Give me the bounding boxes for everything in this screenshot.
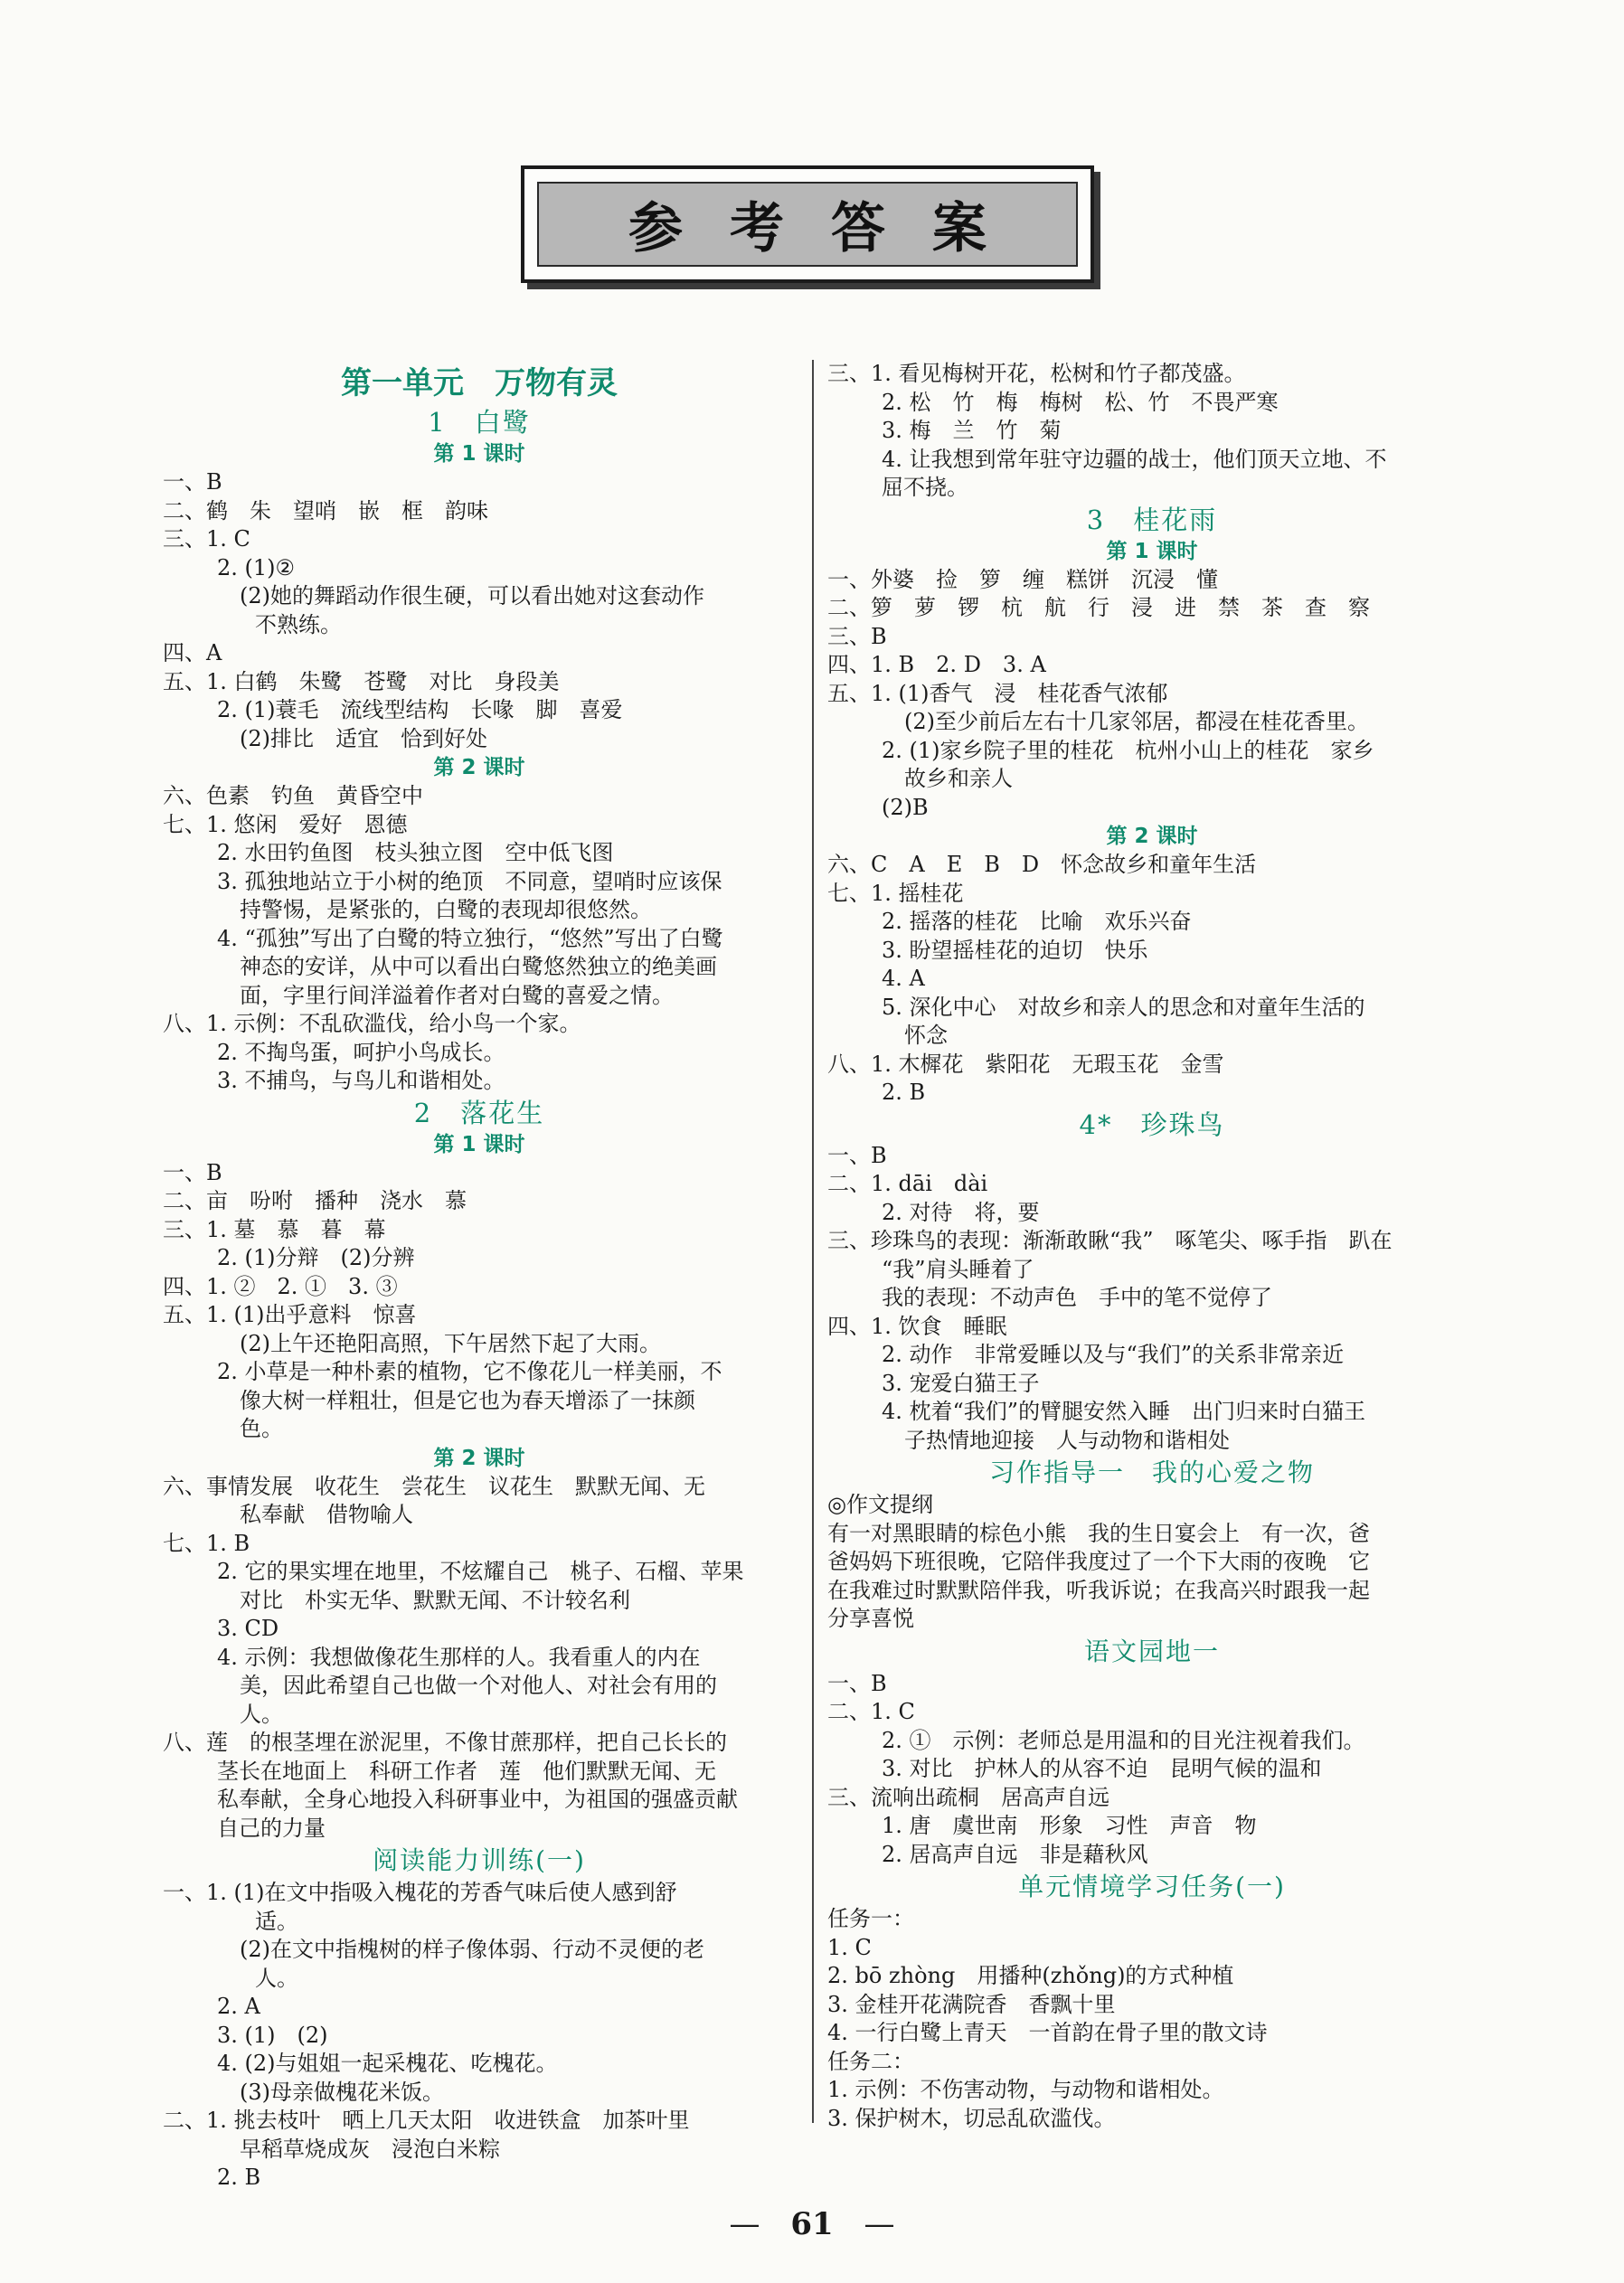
answer-line: 五、1. (1)香气 浸 桂花香气浓郁 [827,680,1168,706]
answer-line: (2)B [882,794,929,820]
answer-line: 三、流响出疏桐 居高声自远 [827,1784,1109,1810]
answer-line: 屈不挠。 [882,475,968,500]
answer-line: 人。 [255,1965,298,1991]
answer-line: 2. 它的果实埋在地里，不炫耀自己 桃子、石榴、苹果 [217,1559,744,1584]
answer-line: 神态的安详，从中可以看出白鹭悠然独立的绝美画 [240,954,717,979]
answer-line: 三、B [827,623,887,649]
answer-line: (2)上午还艳阳高照，下午居然下起了大雨。 [240,1330,661,1356]
period-heading: 第 1 课时 [1106,539,1198,563]
title-banner-inner [537,182,1078,267]
answer-line: 2. B [882,1080,926,1105]
answer-line: 四、1. 饮食 睡眠 [827,1313,1007,1339]
answer-line: 4. 示例：我想做像花生那样的人。我看重人的内在 [217,1644,701,1670]
answer-line: 一、1. (1)在文中指吸入槐花的芳香气味后使人感到舒 [163,1880,677,1905]
answer-line: 七、1. 摇桂花 [827,880,964,906]
answer-line: 不熟练。 [255,611,342,637]
answer-line: 3. 不捕鸟，与鸟儿和谐相处。 [217,1068,505,1093]
answer-line: 二、亩 吩咐 播种 浇水 慕 [163,1188,467,1213]
answer-line: ◎作文提纲 [827,1492,933,1517]
answer-line: 2. ① 示例：老师总是用温和的目光注视着我们。 [882,1727,1365,1753]
answer-line: 3. 金桂开花满院香 香飘十里 [827,1991,1116,2017]
period-heading: 第 1 课时 [433,442,525,466]
answer-line: “我”肩头睡着了 [882,1256,1034,1282]
answer-line: 3. 梅 兰 竹 菊 [882,418,1062,443]
answer-line: 私奉献，全身心地投入科研事业中，为祖国的强盛贡献 [217,1787,738,1812]
answer-line: 八、1. 木樨花 紫阳花 无瑕玉花 金雪 [827,1051,1224,1077]
answer-line: (3)母亲做槐花米饭。 [240,2079,444,2105]
right-column [827,360,1477,2133]
page-title: 参考答案 [628,197,1034,260]
answer-line: 4. “孤独”写出了白鹭的特立独行，“悠然”写出了白鹭 [217,925,723,951]
period-heading: 第 2 课时 [1106,825,1198,848]
left-column [163,360,796,2193]
lesson-title: 4* 珍珠鸟 [1079,1108,1225,1140]
answer-line: 早稻草烧成灰 浸泡白米粽 [240,2136,500,2162]
answer-line: 2. 小草是一种朴素的植物，它不像花儿一样美丽，不 [217,1359,722,1384]
answer-line: 2. 摇落的桂花 比喻 欢乐兴奋 [882,909,1192,934]
section-title: 单元情境学习任务(一) [1018,1872,1286,1901]
answer-line: 3. CD [217,1616,279,1641]
answer-line: 2. (1)蓑毛 流线型结构 长喙 脚 喜爱 [217,697,623,722]
section-title: 阅读能力训练(一) [373,1845,586,1875]
section-title: 习作指导一 我的心爱之物 [988,1458,1315,1487]
answer-line: 六、C A E B D 怀念故乡和童年生活 [827,852,1257,877]
answer-line: 二、1. 挑去枝叶 晒上几天太阳 收进铁盒 加茶叶里 [163,2108,690,2133]
unit-title: 第一单元 万物有灵 [341,365,618,401]
answer-line: 七、1. B [163,1530,250,1556]
answer-line: 三、1. C [163,526,250,552]
answer-line: 2. A [217,1994,260,2019]
answer-line: 3. 宠爱白猫王子 [882,1370,1040,1396]
answer-line: 2. 水田钓鱼图 枝头独立图 空中低飞图 [217,840,614,865]
period-heading: 第 2 课时 [433,756,525,779]
answer-line: 七、1. 悠闲 爱好 恩德 [163,811,408,837]
answer-line: 面，字里行间洋溢着作者对白鹭的喜爱之情。 [240,982,674,1008]
answer-line: (2)她的舞蹈动作很生硬，可以看出她对这套动作 [240,583,704,608]
page-number-value: 61 [790,2206,834,2242]
answer-line: 2. 动作 非常爱睡以及与“我们”的关系非常亲近 [882,1342,1345,1367]
answer-line: 对比 朴实无华、默默无闻、不计较名利 [240,1587,630,1613]
answer-line: 私奉献 借物喻人 [240,1502,413,1527]
period-heading: 第 1 课时 [433,1132,525,1156]
answer-line: 任务二： [827,2048,914,2074]
answer-line: 3. 保护树木，切忌乱砍滥伐。 [827,2105,1116,2131]
answer-line: 3. 孤独地站立于小树的绝顶 不同意，望哨时应该保 [217,868,722,894]
answer-line: 美，因此希望自己也做一个对他人、对社会有用的 [240,1673,717,1698]
answer-line: 持警惕，是紧张的，白鹭的表现却很悠然。 [240,897,652,922]
answer-line: 四、1. ② 2. ① 3. ③ [163,1273,398,1299]
answer-line: 三、1. 墓 慕 暮 幕 [163,1216,386,1242]
answer-line: 在我难过时默默陪伴我，听我诉说；在我高兴时跟我一起 [827,1577,1370,1603]
answer-line: 五、1. (1)出乎意料 惊喜 [163,1302,417,1327]
answer-line: 一、B [163,469,222,495]
answer-line: 二、1. dāi dài [827,1171,988,1196]
page-number [0,2206,1624,2242]
answer-line: 3. 盼望摇桂花的迫切 快乐 [882,937,1148,963]
period-heading: 第 2 课时 [433,1446,525,1470]
answer-line: 三、1. 看见梅树开花，松树和竹子都茂盛。 [827,361,1246,386]
answer-line: 2. (1)分辩 (2)分辨 [217,1245,415,1270]
answer-line: 2. 不掏鸟蛋，呵护小鸟成长。 [217,1039,505,1065]
answer-line: (2)在文中指槐树的样子像体弱、行动不灵便的老 [240,1937,704,1962]
page-number-dash: — [864,2206,895,2242]
answer-line: 五、1. 白鹤 朱鹭 苍鹭 对比 身段美 [163,668,560,694]
answer-line: 二、箩 萝 锣 杭 航 行 浸 进 禁 茶 查 察 [827,595,1370,620]
answer-line: 分享喜悦 [827,1606,914,1631]
answer-line: 二、1. C [827,1699,915,1724]
column-divider [812,360,814,2123]
answer-line: 自己的力量 [217,1815,326,1841]
answer-line: 1. 示例：不伤害动物，与动物和谐相处。 [827,2077,1224,2102]
answer-line: 四、1. B 2. D 3. A [827,652,1046,677]
answer-line: 八、莲 的根茎埋在淤泥里，不像甘蔗那样，把自己长长的 [163,1730,727,1755]
answer-line: 人。 [240,1701,283,1727]
answer-line: (2)至少前后左右十几家邻居，都浸在桂花香里。 [904,709,1369,734]
section-title: 语文园地一 [1083,1636,1220,1666]
answer-line: 二、鹤 朱 望哨 嵌 框 韵味 [163,497,488,524]
answer-line: 六、色素 钓鱼 黄昏空中 [163,783,423,808]
answer-line: 1. 唐 虞世南 形象 习性 声音 物 [882,1813,1257,1838]
answer-line: 2. (1)家乡院子里的桂花 杭州小山上的桂花 家乡 [882,737,1374,763]
lesson-title: 1 白鹭 [428,407,531,438]
answer-line: 六、事情发展 收花生 尝花生 议花生 默默无闻、无 [163,1473,705,1499]
answer-line: 怀念 [904,1023,948,1048]
answer-line: 3. 对比 护林人的从容不迫 昆明气候的温和 [882,1756,1322,1781]
answer-line: 任务一： [827,1906,914,1931]
answer-line: 一、B [827,1142,887,1168]
answer-line: 2. B [217,2165,261,2190]
answer-line: 2. 对待 将，要 [882,1199,1040,1225]
answer-line: 有一对黑眼睛的棕色小熊 我的生日宴会上 有一次，爸 [827,1520,1370,1546]
answer-line: 爸妈妈下班很晚，它陪伴我度过了一个下大雨的夜晚 它 [827,1549,1370,1574]
answer-line: 八、1. 示例：不乱砍滥伐，给小鸟一个家。 [163,1011,581,1036]
answer-line: 色。 [240,1416,283,1441]
lesson-title: 2 落花生 [413,1097,545,1128]
answer-line: 2. 居高声自远 非是藉秋风 [882,1841,1148,1867]
answer-line: 2. bō zhòng 用播种(zhǒng)的方式种植 [827,1963,1234,1988]
answer-line: (2)排比 适宜 恰到好处 [240,725,487,751]
page-number-dash: — [729,2206,760,2242]
lesson-title: 3 桂花雨 [1086,504,1218,535]
answer-line: 我的表现：不动声色 手中的笔不觉停了 [882,1285,1272,1310]
answer-line: 3. (1) (2) [217,2022,328,2048]
answer-line: 1. C [827,1934,872,1960]
title-banner [521,165,1094,283]
answer-line: 一、B [163,1159,222,1185]
answer-line: 4. 让我想到常年驻守边疆的战士，他们顶天立地、不 [882,446,1387,472]
answer-line: 三、珍珠鸟的表现：渐渐敢瞅“我” 啄笔尖、啄手指 趴在 [827,1228,1393,1253]
answer-line: 四、A [163,640,222,665]
answer-line: 一、B [827,1670,887,1696]
answer-line: 子热情地迎接 人与动物和谐相处 [904,1427,1230,1453]
answer-line: 故乡和亲人 [904,766,1013,791]
answer-line: 2. 松 竹 梅 梅树 松、竹 不畏严寒 [882,389,1279,415]
answer-line: 4. (2)与姐姐一起采槐花、吃槐花。 [217,2051,558,2076]
answer-line: 2. (1)② [217,554,296,580]
answer-line: 一、外婆 捡 箩 缠 糕饼 沉浸 懂 [827,566,1218,592]
answer-line: 5. 深化中心 对故乡和亲人的思念和对童年生活的 [882,994,1365,1020]
answer-line: 茎长在地面上 科研工作者 莲 他们默默无闻、无 [217,1758,716,1784]
answer-line: 4. 枕着“我们”的臂腿安然入睡 出门归来时白猫王 [882,1399,1366,1424]
answer-line: 4. A [882,966,925,991]
answer-line: 适。 [255,1908,298,1934]
answer-line: 像大树一样粗壮，但是它也为春天增添了一抹颜 [240,1387,695,1413]
answer-line: 4. 一行白鹭上青天 一首韵在骨子里的散文诗 [827,2020,1268,2045]
